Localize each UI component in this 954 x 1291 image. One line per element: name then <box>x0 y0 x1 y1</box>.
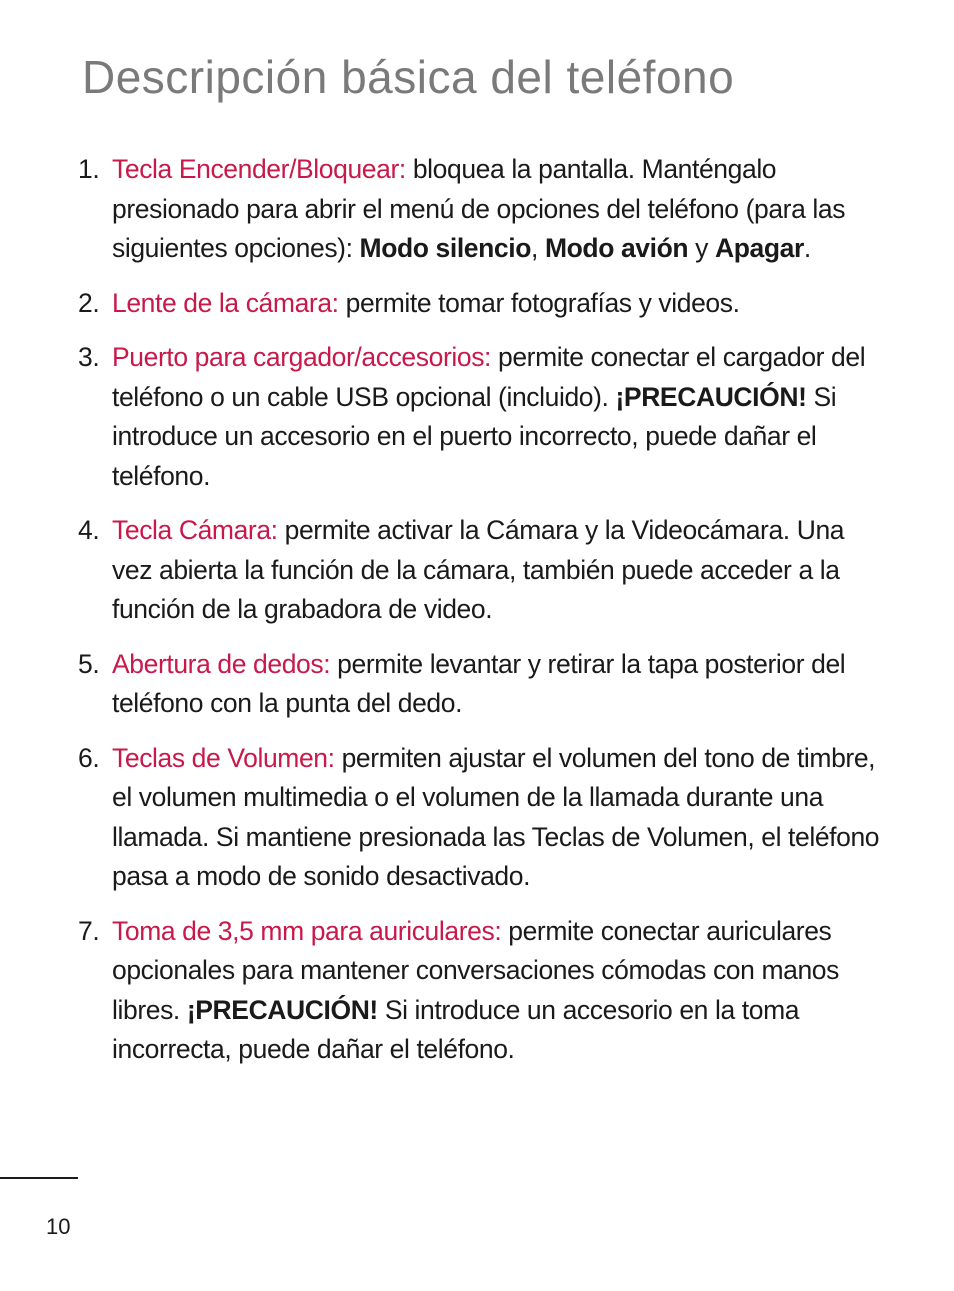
item-key-label: Toma de 3,5 mm para auriculares: <box>112 915 502 946</box>
item-text: y <box>688 233 715 263</box>
item-text: bloquea la pantalla. Manténgalo presionado para abrir el menú de opciones del teléfono (para las siguientes opciones): <box>112 154 846 263</box>
list-item <box>78 511 888 630</box>
item-number: 5. <box>78 648 100 679</box>
footer-rule <box>0 1177 78 1179</box>
item-bold-text: Modo silencio <box>359 233 532 263</box>
list-item <box>78 912 888 1070</box>
list-item <box>78 150 888 269</box>
list-item <box>78 645 888 724</box>
item-text: permite levantar y retirar la tapa posterior del teléfono con la punta del dedo. <box>112 648 846 718</box>
item-bold-text: Modo avión <box>544 233 689 263</box>
item-text: Si introduce un accesorio en el puerto incorrecto, puede dañar el teléfono. <box>112 381 837 491</box>
page-title: Descripción básica del teléfono <box>82 51 735 103</box>
item-text: , <box>531 233 545 263</box>
item-number: 7. <box>78 915 100 946</box>
item-text: permite conectar el cargador del teléfono o un cable USB opcional (incluido). <box>112 342 866 412</box>
caution-label: ¡PRECAUCIÓN! <box>186 994 378 1025</box>
item-number: 1. <box>78 154 100 184</box>
item-text: permiten ajustar el volumen del tono de timbre, el volumen multimedia o el volumen de la llamada durante una llamada. Si mantiene presionada las Teclas de Volumen, el teléfono pasa a modo de sonido desactivado. <box>112 742 880 891</box>
item-text: . <box>803 233 811 263</box>
page-number: 10 <box>46 1214 71 1239</box>
item-number: 3. <box>78 342 100 372</box>
item-key-label: Tecla Encender/Bloquear: <box>112 154 406 184</box>
list-item <box>78 284 888 324</box>
item-text: permite conectar auriculares opcionales para mantener conversaciones cómodas con manos libres. <box>112 915 839 1025</box>
item-text: permite tomar fotografías y videos. <box>338 287 740 318</box>
item-key-label: Tecla Cámara: <box>112 515 278 545</box>
item-key-label: Abertura de dedos: <box>112 648 331 679</box>
feature-list <box>78 150 888 1085</box>
item-key-label: Teclas de Volumen: <box>112 742 335 773</box>
list-item <box>78 739 888 897</box>
item-number: 4. <box>78 515 100 545</box>
item-text: Si introduce un accesorio en la toma incorrecta, puede dañar el teléfono. <box>112 994 800 1064</box>
list-item <box>78 338 888 496</box>
item-key-label: Puerto para cargador/accesorios: <box>112 342 492 372</box>
item-bold-text: Apagar <box>714 233 804 263</box>
item-number: 2. <box>78 287 100 318</box>
caution-label: ¡PRECAUCIÓN! <box>615 381 807 412</box>
item-number: 6. <box>78 742 100 773</box>
item-key-label: Lente de la cámara: <box>112 287 339 318</box>
item-text: permite activar la Cámara y la Videocámara. Una vez abierta la función de la cámara, también puede acceder a la función de la grabadora de video. <box>112 515 845 624</box>
